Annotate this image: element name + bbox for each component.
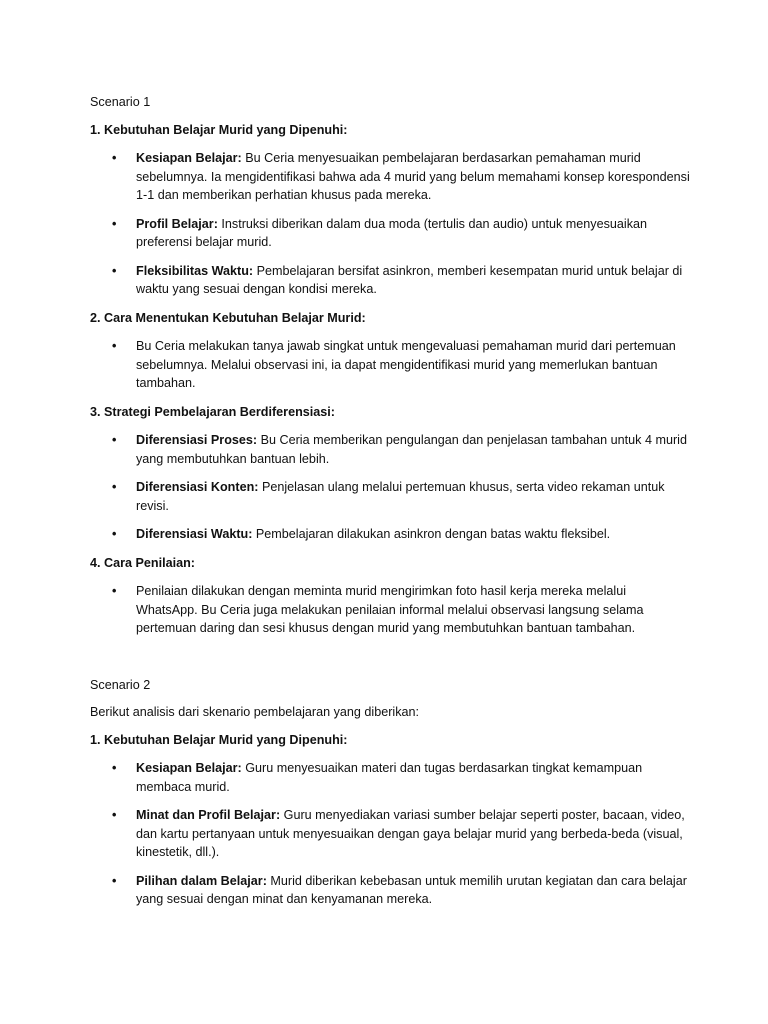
bullet-list xyxy=(90,759,690,909)
bullet-icon: • xyxy=(112,584,117,598)
list-item xyxy=(90,149,690,205)
item-term: Kesiapan Belajar: xyxy=(136,151,242,165)
section-heading: 1. Kebutuhan Belajar Murid yang Dipenuhi: xyxy=(90,122,348,137)
item-term: Minat dan Profil Belajar: xyxy=(136,808,281,822)
scenario-2 xyxy=(90,676,690,909)
item-term: Kesiapan Belajar: xyxy=(136,761,242,775)
section-heading: 2. Cara Menentukan Kebutuhan Belajar Murid: xyxy=(90,310,366,325)
bullet-list xyxy=(90,582,690,638)
list-item xyxy=(90,431,690,468)
bullet-icon: • xyxy=(112,527,117,541)
bullet-icon: • xyxy=(112,873,117,888)
bullet-icon: • xyxy=(112,339,117,353)
bullet-icon: • xyxy=(112,216,117,231)
bullet-list xyxy=(90,337,690,393)
item-text: Guru menyediakan variasi sumber belajar seperti poster, bacaan, video, dan kartu pertanyaan untuk menyesuaikan dengan gaya belajar murid yang berbeda-beda (visual, kinestetik, dll.). xyxy=(136,808,685,859)
section-heading: 4. Cara Penilaian: xyxy=(90,555,195,570)
item-term: Fleksibilitas Waktu: xyxy=(136,263,254,278)
list-item xyxy=(90,478,690,515)
list-item xyxy=(90,262,690,299)
bullet-icon: • xyxy=(112,761,117,775)
item-term: Diferensiasi Waktu: xyxy=(136,527,253,541)
item-text: Instruksi diberikan dalam dua moda (tertulis dan audio) untuk menyesuaikan preferensi belajar murid. xyxy=(136,216,648,249)
item-term: Pilihan dalam Belajar: xyxy=(136,873,267,888)
list-item xyxy=(90,337,690,393)
item-term: Diferensiasi Konten: xyxy=(136,480,259,494)
list-item xyxy=(90,525,690,544)
scenario-title: Scenario 1 xyxy=(90,95,151,109)
bullet-icon: • xyxy=(112,433,117,447)
intro-text: Berikut analisis dari skenario pembelajaran yang diberikan: xyxy=(90,705,420,719)
item-text: Murid diberikan kebebasan untuk memilih urutan kegiatan dan cara belajar yang sesuai dengan minat dan kenyamanan mereka. xyxy=(136,873,687,906)
bullet-icon: • xyxy=(112,480,117,494)
bullet-icon: • xyxy=(112,808,117,822)
item-text: Bu Ceria memberikan pengulangan dan penjelasan tambahan untuk 4 murid yang membutuhkan bantuan lebih. xyxy=(136,433,687,466)
section-heading: 3. Strategi Pembelajaran Berdiferensiasi: xyxy=(90,404,335,419)
bullet-list xyxy=(90,431,690,544)
section-heading: 1. Kebutuhan Belajar Murid yang Dipenuhi: xyxy=(90,732,348,747)
bullet-icon: • xyxy=(112,263,117,278)
list-item xyxy=(90,806,690,862)
item-text: Guru menyesuaikan materi dan tugas berdasarkan tingkat kemampuan membaca murid. xyxy=(136,761,643,794)
item-term: Profil Belajar: xyxy=(136,216,218,231)
list-item xyxy=(90,759,690,796)
item-text: Bu Ceria menyesuaikan pembelajaran berdasarkan pemahaman murid sebelumnya. Ia mengidentifikasi bahwa ada 4 murid yang belum memahami konsep korespondensi 1-1 dan memberikan perhatian khusus pada mereka. xyxy=(136,151,690,202)
item-text: Pembelajaran bersifat asinkron, memberi kesempatan murid untuk belajar di waktu yang sesuai dengan kondisi mereka. xyxy=(136,263,683,296)
item-text: Pembelajaran dilakukan asinkron dengan batas waktu fleksibel. xyxy=(252,527,611,541)
bullet-list xyxy=(90,149,690,299)
scenario-1 xyxy=(90,93,690,638)
item-text: Penjelasan ulang melalui pertemuan khusus, serta video rekaman untuk revisi. xyxy=(136,480,665,513)
list-item xyxy=(90,872,690,909)
item-text: Bu Ceria melakukan tanya jawab singkat untuk mengevaluasi pemahaman murid dari pertemuan sebelumnya. Melalui observasi ini, ia dapat mengidentifikasi murid yang memerlukan bantuan tambahan. xyxy=(136,339,676,390)
scenario-title: Scenario 2 xyxy=(90,677,151,692)
spacer xyxy=(90,648,690,676)
bullet-icon: • xyxy=(112,151,117,165)
list-item xyxy=(90,582,690,638)
item-text: Penilaian dilakukan dengan meminta murid mengirimkan foto hasil kerja mereka melalui WhatsApp. Bu Ceria juga melakukan penilaian informal melalui observasi langsung selama pertemuan daring dan sesi khusus dengan murid yang membutuhkan bantuan tambahan. xyxy=(136,584,644,635)
item-term: Diferensiasi Proses: xyxy=(136,433,258,447)
document-page xyxy=(90,93,690,919)
list-item xyxy=(90,215,690,252)
